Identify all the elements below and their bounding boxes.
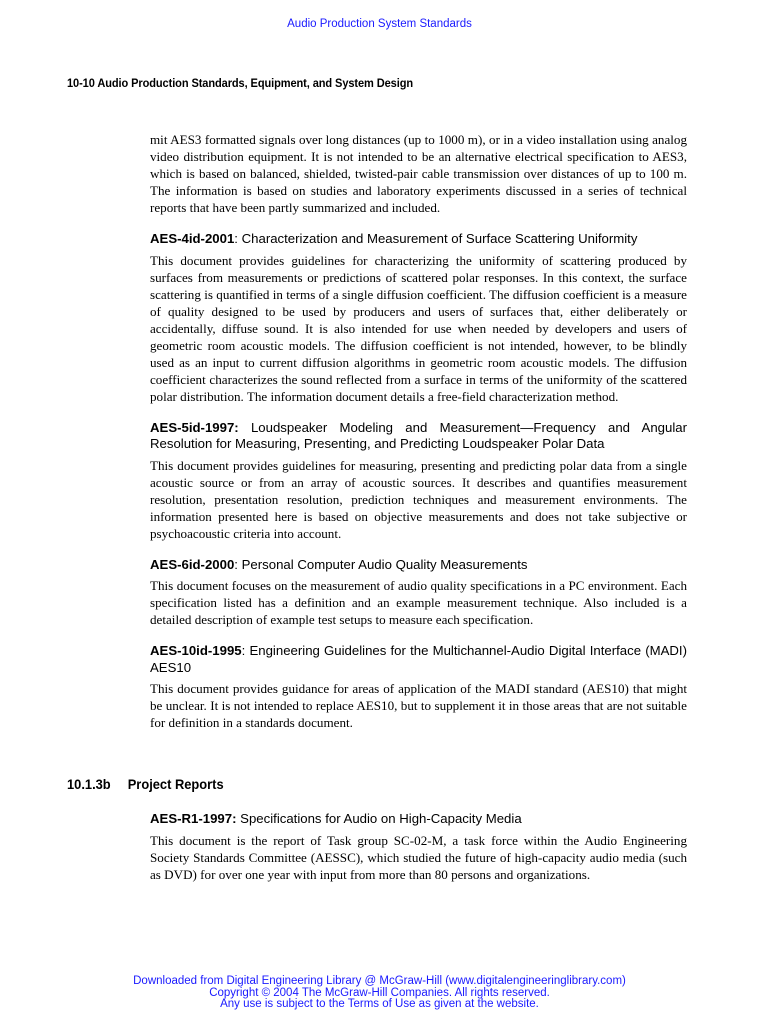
footer-terms-link[interactable]: Any use is subject to the Terms of Use as given at the website.: [220, 998, 539, 1010]
entry-code: AES-4id-2001: [150, 231, 235, 246]
section-title: Project Reports: [127, 776, 224, 792]
entry-title-text: Engineering Guidelines for the Multichannel-Audio Digital Interface (MADI) AES10: [150, 643, 687, 675]
footer-download-link[interactable]: Downloaded from Digital Engineering Library @ McGraw-Hill (www.digitalengineeringlibrary.com): [133, 975, 626, 987]
entry-separator: :: [234, 231, 238, 246]
entry-title-text: Specifications for Audio on High-Capacity Media: [236, 811, 522, 826]
section-number: 10.1.3b: [67, 776, 111, 792]
standard-entry-aes6: [150, 557, 687, 629]
entry-separator: :: [241, 643, 246, 658]
section-heading: [67, 776, 224, 792]
entry-separator: :: [234, 556, 238, 572]
entry-body: This document is the report of Task group SC-02-M, a task force within the Audio Engineering Society Standards Committee (AESSC), which studied the future of high-capacity audio media (such as DVD) for over one year with input from more than 80 persons and organizations.: [150, 832, 687, 882]
standard-entry-aes10: [150, 643, 687, 731]
entry-title: [150, 811, 687, 828]
entry-title: [150, 557, 687, 574]
section-content: [150, 811, 687, 883]
entry-code: AES-R1-1997:: [150, 811, 237, 826]
standard-entry-aes5: [150, 420, 687, 542]
entry-title-text: Loudspeaker Modeling and Measurement—Frequency and Angular Resolution for Measuring, Presenting, and Predicting Loudspeaker Polar Data: [150, 419, 687, 451]
entry-title-text: Characterization and Measurement of Surface Scattering Uniformity: [237, 231, 638, 246]
entry-body: This document provides guidance for areas of application of the MADI standard (AES10) that might be unclear. It is not intended to replace AES10, but to supplement it in those areas that are not suitable for definition in a standards document.: [150, 681, 687, 730]
footer-copyright: Copyright © 2004 The McGraw-Hill Companies. All rights reserved.: [209, 986, 550, 999]
entry-body: This document provides guidelines for measuring, presenting and predicting polar data from a single acoustic source or from an array of acoustic sources. It describes and quantifies measurement resolution, presentation resolution, prediction techniques and measurement environments. The information presented here is based on objective measurements and does not take subjective or psychoacoustic criteria into account.: [150, 457, 687, 541]
entry-body: This document provides guidelines for characterizing the uniformity of scattering produced by surfaces from measurements or predictions of scattered polar responses. In this context, the surface scattering is quantified in terms of a single diffusion coefficient. The diffusion coefficient is a measure of quality designed to be used by producers and users of surfaces that, either deliberately or accidentally, diffuse sound. It is also intended for use when needed by developers and users of geometric room acoustic models. The diffusion coefficient is not intended, however, to be blindly used as an input to current diffusion algorithms in geometric room acoustic models. The diffusion coefficient characterizes the sound reflected from a surface in terms of the uniformity of the scattered polar distribution. The information document details a free-field characterization method.: [150, 252, 687, 404]
intro-paragraph: mit AES3 formatted signals over long distances (up to 1000 m), or in a video installation using analog video distribution equipment. It is not intended to be an alternative electrical specification to AES3, which is based on balanced, shielded, twisted-pair cable transmission over distances of up to 100 m. The information is based on studies and laboratory experiments discussed in a series of technical reports that have been partly summarized and included.: [150, 132, 687, 215]
running-head: 10-10 Audio Production Standards, Equipment, and System Design: [67, 76, 414, 90]
main-content: [150, 131, 687, 731]
entry-title-text: Personal Computer Audio Quality Measurements: [237, 556, 528, 572]
standard-entry-aes4: [150, 231, 687, 405]
entry-code: AES-6id-2000: [150, 556, 235, 572]
entry-code: AES-10id-1995: [150, 643, 242, 658]
report-entry-aes-r1: [150, 811, 687, 883]
top-banner-link[interactable]: Audio Production System Standards: [287, 18, 472, 30]
entry-title: [150, 643, 687, 676]
entry-code: AES-5id-1997:: [150, 419, 239, 435]
entry-title: [150, 420, 687, 453]
footer: [0, 976, 759, 1011]
entry-title: [150, 231, 687, 248]
entry-body: This document focuses on the measurement of audio quality specifications in a PC environment. Each specification listed has a definition and an example measurement technique. Also included is a detailed description of example test setups to measure each specification.: [150, 578, 687, 627]
